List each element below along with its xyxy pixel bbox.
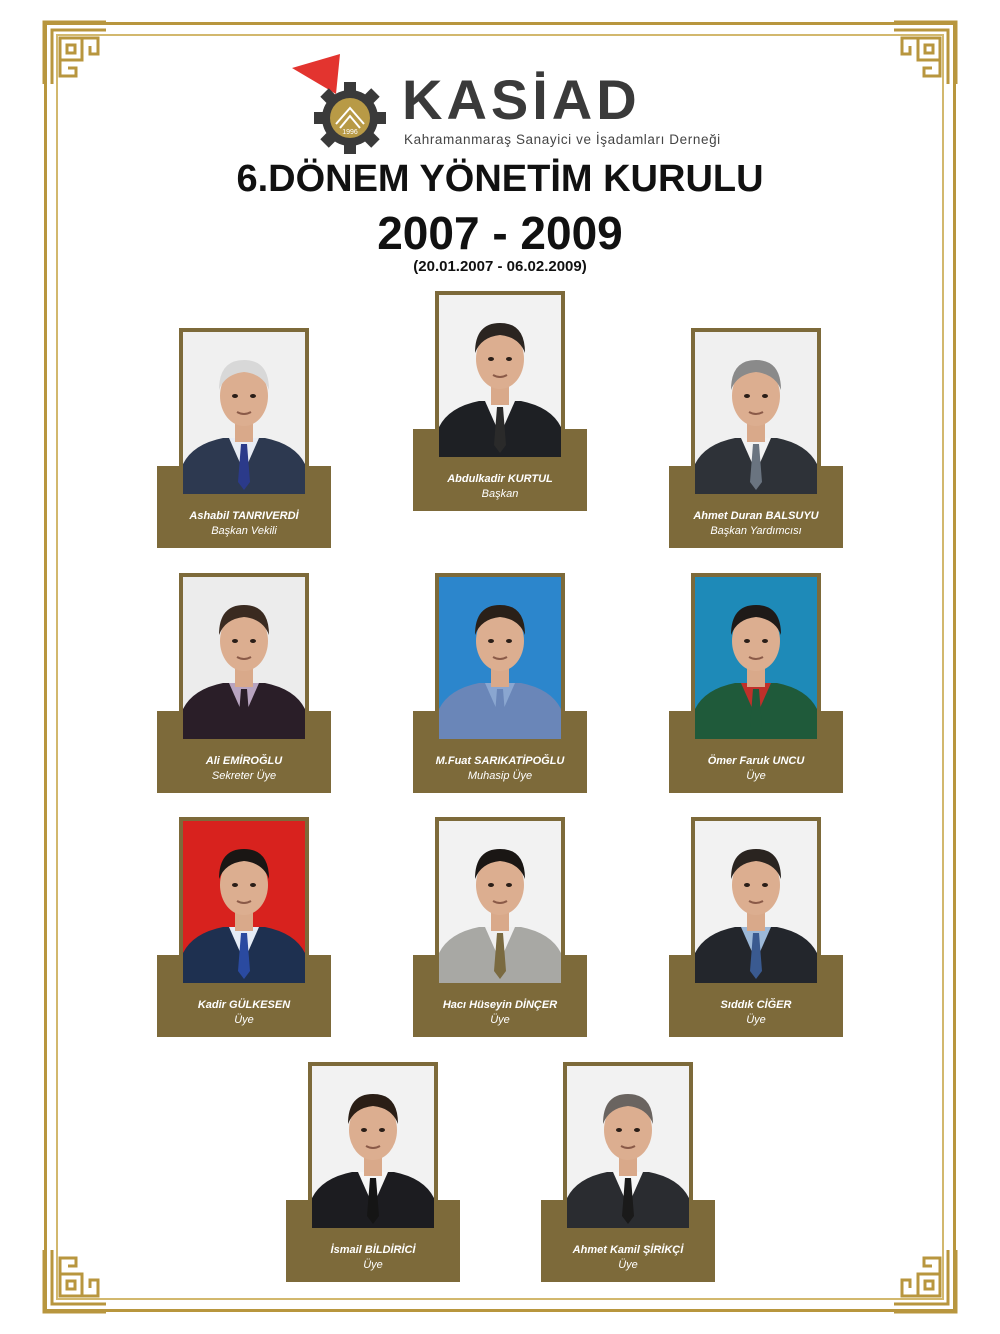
member-role: Üye <box>490 1014 510 1026</box>
member-card <box>157 817 331 1037</box>
member-photo <box>567 1066 689 1228</box>
brand-name: KASİAD <box>402 68 641 131</box>
photo-frame <box>691 573 821 743</box>
member-name: Kadir GÜLKESEN <box>197 999 291 1011</box>
member-name: Abdulkadir KURTUL <box>447 473 553 485</box>
member-photo <box>695 821 817 983</box>
member-role: Üye <box>234 1014 254 1026</box>
member-name: Hacı Hüseyin DİNÇER <box>442 999 558 1011</box>
term-dates: (20.01.2007 - 06.02.2009) <box>413 258 587 275</box>
term-years: 2007 - 2009 <box>377 207 623 259</box>
photo-frame <box>691 328 821 498</box>
member-name: Sıddık CİĞER <box>720 999 792 1011</box>
member-card <box>157 328 331 548</box>
member-photo <box>695 332 817 494</box>
member-card <box>413 817 587 1037</box>
member-role: Muhasip Üye <box>467 770 533 782</box>
member-photo <box>183 577 305 739</box>
member-photo <box>695 577 817 739</box>
svg-text:1996: 1996 <box>342 129 358 136</box>
member-card <box>286 1062 460 1282</box>
member-photo <box>439 577 561 739</box>
member-name: M.Fuat SARIKATİPOĞLU <box>435 755 565 767</box>
brand-full-name: Kahramanmaraş Sanayici ve İşadamları Derneği <box>404 132 721 147</box>
corner-ornament-top-left <box>40 18 110 88</box>
member-name: Ali EMİROĞLU <box>205 755 283 767</box>
photo-frame <box>179 817 309 987</box>
member-role: Sekreter Üye <box>211 770 277 782</box>
gear-emblem-icon <box>290 50 400 155</box>
member-photo <box>439 295 561 457</box>
photo-frame <box>563 1062 693 1232</box>
member-card <box>669 328 843 548</box>
member-role: Başkan Yardımcısı <box>710 525 802 537</box>
member-role: Üye <box>363 1259 383 1271</box>
photo-frame <box>435 291 565 461</box>
corner-ornament-top-right <box>890 18 960 88</box>
member-name: İsmail BİLDİRİCİ <box>330 1244 416 1256</box>
member-name: Ahmet Duran BALSUYU <box>693 510 819 522</box>
photo-frame <box>691 817 821 987</box>
photo-frame <box>308 1062 438 1232</box>
member-name: Ashabil TANRIVERDİ <box>189 510 299 522</box>
member-name: Ömer Faruk UNCU <box>707 755 805 767</box>
member-photo <box>183 332 305 494</box>
member-card <box>541 1062 715 1282</box>
photo-frame <box>179 328 309 498</box>
photo-frame <box>435 573 565 743</box>
page-title: 6.DÖNEM YÖNETİM KURULU <box>236 158 764 200</box>
member-name: Ahmet Kamil ŞİRİKÇİ <box>572 1244 684 1256</box>
member-card <box>669 573 843 793</box>
corner-ornament-bottom-left <box>40 1246 110 1316</box>
member-card <box>157 573 331 793</box>
corner-ornament-bottom-right <box>890 1246 960 1316</box>
member-card <box>413 291 587 511</box>
member-card <box>669 817 843 1037</box>
member-card <box>413 573 587 793</box>
member-role: Üye <box>618 1259 638 1271</box>
member-role: Başkan Vekili <box>211 525 277 537</box>
member-role: Üye <box>746 1014 766 1026</box>
member-role: Üye <box>746 770 766 782</box>
photo-frame <box>179 573 309 743</box>
member-photo <box>439 821 561 983</box>
kasiad-logo <box>290 50 720 155</box>
member-photo <box>183 821 305 983</box>
member-role: Başkan <box>481 488 519 500</box>
photo-frame <box>435 817 565 987</box>
member-photo <box>312 1066 434 1228</box>
